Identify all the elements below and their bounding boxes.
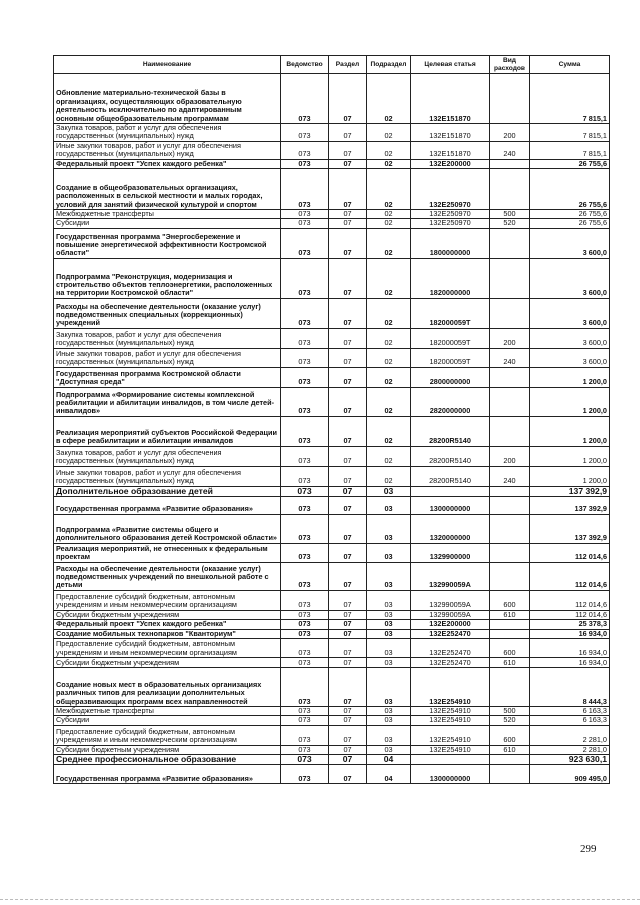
- row-podrazdel: 03: [367, 590, 411, 610]
- row-podrazdel: 03: [367, 562, 411, 590]
- row-razdel: 07: [329, 258, 367, 298]
- row-target-article: 28200R5140: [411, 416, 490, 446]
- row-vedomstvo: 073: [281, 562, 329, 590]
- row-target-article: 2820000000: [411, 387, 490, 416]
- row-podrazdel: 02: [367, 219, 411, 228]
- table-row: [54, 348, 610, 367]
- row-expense-type: 200: [490, 328, 530, 348]
- row-podrazdel: 02: [367, 74, 411, 124]
- row-razdel: 07: [329, 514, 367, 543]
- table-row: [54, 486, 610, 496]
- row-expense-type: 200: [490, 446, 530, 466]
- row-expense-type: 240: [490, 348, 530, 367]
- row-razdel: 07: [329, 716, 367, 725]
- row-name: Государственная программа Костромской области "Доступная среда": [54, 367, 281, 387]
- row-razdel: 07: [329, 228, 367, 258]
- row-name: Расходы на обеспечение деятельности (оказание услуг) подведомственных учреждений по внешкольной работе с детьми: [54, 562, 281, 590]
- row-name: Государственная программа «Развитие образования»: [54, 496, 281, 514]
- row-expense-type: [490, 486, 530, 496]
- row-vedomstvo: 073: [281, 258, 329, 298]
- budget-table-page: [53, 55, 609, 784]
- row-expense-type: 610: [490, 745, 530, 754]
- row-expense-type: [490, 765, 530, 784]
- table-row: [54, 74, 610, 124]
- row-sum: 3 600,0: [530, 298, 610, 328]
- row-expense-type: 520: [490, 716, 530, 725]
- row-vedomstvo: 073: [281, 725, 329, 745]
- row-name: Закупка товаров, работ и услуг для обеспечения государственных (муниципальных) нужд: [54, 328, 281, 348]
- row-razdel: 07: [329, 707, 367, 716]
- row-expense-type: [490, 755, 530, 765]
- row-sum: 909 495,0: [530, 765, 610, 784]
- row-name: Дополнительное образование детей: [54, 486, 281, 496]
- row-podrazdel: 04: [367, 755, 411, 765]
- scan-edge-line: [0, 899, 640, 900]
- row-target-article: 182000059Т: [411, 298, 490, 328]
- row-podrazdel: 02: [367, 416, 411, 446]
- table-row: [54, 725, 610, 745]
- row-podrazdel: 03: [367, 668, 411, 707]
- row-sum: 137 392,9: [530, 496, 610, 514]
- row-expense-type: [490, 169, 530, 210]
- row-expense-type: 600: [490, 590, 530, 610]
- header-name: Наименование: [54, 56, 281, 74]
- table-row: [54, 416, 610, 446]
- row-sum: 7 815,1: [530, 124, 610, 142]
- row-razdel: 07: [329, 74, 367, 124]
- row-expense-type: 610: [490, 610, 530, 619]
- row-target-article: [411, 755, 490, 765]
- row-vedomstvo: 073: [281, 629, 329, 638]
- table-row: [54, 141, 610, 159]
- table-row: [54, 765, 610, 784]
- row-target-article: 132Е200000: [411, 620, 490, 629]
- row-sum: 26 755,6: [530, 210, 610, 219]
- row-target-article: 2800000000: [411, 367, 490, 387]
- row-razdel: 07: [329, 639, 367, 658]
- row-sum: 3 600,0: [530, 228, 610, 258]
- row-vedomstvo: 073: [281, 745, 329, 754]
- row-sum: 2 281,0: [530, 725, 610, 745]
- table-row: [54, 446, 610, 466]
- row-vedomstvo: 073: [281, 486, 329, 496]
- row-sum: 137 392,9: [530, 486, 610, 496]
- row-vedomstvo: 073: [281, 658, 329, 668]
- row-sum: 6 163,3: [530, 707, 610, 716]
- row-target-article: [411, 486, 490, 496]
- row-target-article: 132Е151870: [411, 141, 490, 159]
- row-vedomstvo: 073: [281, 668, 329, 707]
- row-vedomstvo: 073: [281, 514, 329, 543]
- row-expense-type: 600: [490, 725, 530, 745]
- row-expense-type: [490, 387, 530, 416]
- row-podrazdel: 02: [367, 348, 411, 367]
- row-expense-type: 240: [490, 466, 530, 486]
- row-sum: 112 014,6: [530, 590, 610, 610]
- row-podrazdel: 02: [367, 141, 411, 159]
- row-vedomstvo: 073: [281, 74, 329, 124]
- row-sum: 1 200,0: [530, 466, 610, 486]
- row-razdel: 07: [329, 590, 367, 610]
- row-target-article: 132Е254910: [411, 745, 490, 754]
- table-row: [54, 466, 610, 486]
- row-expense-type: [490, 416, 530, 446]
- row-expense-type: 500: [490, 707, 530, 716]
- row-vedomstvo: 073: [281, 367, 329, 387]
- row-expense-type: [490, 228, 530, 258]
- table-row: [54, 629, 610, 638]
- row-name: Субсидии: [54, 716, 281, 725]
- row-expense-type: 600: [490, 639, 530, 658]
- row-name: Федеральный проект "Успех каждого ребенка": [54, 620, 281, 629]
- row-name: Предоставление субсидий бюджетным, автономным учреждениям и иным некоммерческим организациям: [54, 725, 281, 745]
- row-name: Обновление материально-технической базы в организациях, осуществляющих образовательную деятельность исключительно по адаптированным основным общеобразовательным программам: [54, 74, 281, 124]
- row-expense-type: 520: [490, 219, 530, 228]
- row-razdel: 07: [329, 486, 367, 496]
- row-vedomstvo: 073: [281, 610, 329, 619]
- row-target-article: 132Е254910: [411, 707, 490, 716]
- row-sum: 26 755,6: [530, 219, 610, 228]
- header-target-article: Целевая статья: [411, 56, 490, 74]
- row-name: Расходы на обеспечение деятельности (оказание услуг) подведомственных специальных (коррекционных) учреждений: [54, 298, 281, 328]
- row-expense-type: [490, 496, 530, 514]
- row-razdel: 07: [329, 496, 367, 514]
- row-vedomstvo: 073: [281, 765, 329, 784]
- row-vedomstvo: 073: [281, 169, 329, 210]
- row-name: Субсидии бюджетным учреждениям: [54, 745, 281, 754]
- row-razdel: 07: [329, 543, 367, 562]
- table-row: [54, 169, 610, 210]
- row-sum: 1 200,0: [530, 446, 610, 466]
- row-podrazdel: 03: [367, 725, 411, 745]
- row-target-article: 132Е252470: [411, 629, 490, 638]
- row-podrazdel: 03: [367, 496, 411, 514]
- row-name: Субсидии бюджетным учреждениям: [54, 610, 281, 619]
- table-row: [54, 514, 610, 543]
- row-target-article: 132Е254910: [411, 668, 490, 707]
- row-vedomstvo: 073: [281, 543, 329, 562]
- row-podrazdel: 03: [367, 629, 411, 638]
- row-target-article: 1300000000: [411, 496, 490, 514]
- row-vedomstvo: 073: [281, 298, 329, 328]
- row-podrazdel: 02: [367, 124, 411, 142]
- row-expense-type: [490, 543, 530, 562]
- row-expense-type: [490, 159, 530, 168]
- row-razdel: 07: [329, 725, 367, 745]
- row-vedomstvo: 073: [281, 716, 329, 725]
- row-razdel: 07: [329, 629, 367, 638]
- row-expense-type: [490, 562, 530, 590]
- row-target-article: 132990059А: [411, 610, 490, 619]
- table-row: [54, 590, 610, 610]
- row-sum: 6 163,3: [530, 716, 610, 725]
- row-razdel: 07: [329, 658, 367, 668]
- row-vedomstvo: 073: [281, 620, 329, 629]
- row-vedomstvo: 073: [281, 707, 329, 716]
- table-row: [54, 707, 610, 716]
- row-razdel: 07: [329, 298, 367, 328]
- row-target-article: 132Е200000: [411, 159, 490, 168]
- row-vedomstvo: 073: [281, 328, 329, 348]
- row-razdel: 07: [329, 765, 367, 784]
- row-sum: 16 934,0: [530, 629, 610, 638]
- row-razdel: 07: [329, 610, 367, 619]
- row-name: Создание мобильных технопарков "Кванториум": [54, 629, 281, 638]
- row-sum: 3 600,0: [530, 328, 610, 348]
- table-row: [54, 658, 610, 668]
- row-sum: 16 934,0: [530, 658, 610, 668]
- table-row: [54, 159, 610, 168]
- row-podrazdel: 02: [367, 328, 411, 348]
- row-podrazdel: 02: [367, 210, 411, 219]
- row-name: Межбюджетные трансферты: [54, 210, 281, 219]
- row-target-article: 132990059А: [411, 562, 490, 590]
- row-vedomstvo: 073: [281, 387, 329, 416]
- row-expense-type: [490, 367, 530, 387]
- row-vedomstvo: 073: [281, 210, 329, 219]
- row-podrazdel: 02: [367, 367, 411, 387]
- row-sum: 923 630,1: [530, 755, 610, 765]
- row-vedomstvo: 073: [281, 496, 329, 514]
- row-name: Иные закупки товаров, работ и услуг для обеспечения государственных (муниципальных) нужд: [54, 141, 281, 159]
- row-razdel: 07: [329, 755, 367, 765]
- row-name: Иные закупки товаров, работ и услуг для обеспечения государственных (муниципальных) нужд: [54, 348, 281, 367]
- row-razdel: 07: [329, 210, 367, 219]
- row-name: Государственная программа «Развитие образования»: [54, 765, 281, 784]
- row-name: Межбюджетные трансферты: [54, 707, 281, 716]
- row-name: Создание в общеобразовательных организациях, расположенных в сельской местности и малых городах, условий для занятий физической культурой и спортом: [54, 169, 281, 210]
- header-vedomstvo: Ведомство: [281, 56, 329, 74]
- row-name: Федеральный проект "Успех каждого ребенка": [54, 159, 281, 168]
- table-row: [54, 258, 610, 298]
- row-sum: 26 755,6: [530, 169, 610, 210]
- row-razdel: 07: [329, 466, 367, 486]
- row-target-article: 132Е250970: [411, 169, 490, 210]
- row-expense-type: [490, 668, 530, 707]
- row-vedomstvo: 073: [281, 639, 329, 658]
- header-podrazdel: Подраздел: [367, 56, 411, 74]
- row-sum: 1 200,0: [530, 387, 610, 416]
- row-podrazdel: 02: [367, 298, 411, 328]
- row-target-article: 132990059А: [411, 590, 490, 610]
- row-podrazdel: 03: [367, 639, 411, 658]
- table-row: [54, 543, 610, 562]
- row-sum: 16 934,0: [530, 639, 610, 658]
- row-target-article: 182000059Т: [411, 328, 490, 348]
- row-target-article: 28200R5140: [411, 466, 490, 486]
- row-target-article: 1320000000: [411, 514, 490, 543]
- row-name: Создание новых мест в образовательных организациях различных типов для реализации дополнительных общеразвивающих программ всех направленностей: [54, 668, 281, 707]
- row-vedomstvo: 073: [281, 159, 329, 168]
- table-row: [54, 328, 610, 348]
- row-podrazdel: 03: [367, 707, 411, 716]
- row-name: Реализация мероприятий, не отнесенных к федеральным проектам: [54, 543, 281, 562]
- row-razdel: 07: [329, 562, 367, 590]
- table-header-row: [54, 56, 610, 74]
- row-expense-type: 240: [490, 141, 530, 159]
- row-sum: 25 378,3: [530, 620, 610, 629]
- row-sum: 137 392,9: [530, 514, 610, 543]
- row-podrazdel: 03: [367, 658, 411, 668]
- table-row: [54, 496, 610, 514]
- row-expense-type: [490, 514, 530, 543]
- row-podrazdel: 03: [367, 620, 411, 629]
- row-expense-type: [490, 629, 530, 638]
- row-sum: 112 014,6: [530, 543, 610, 562]
- row-razdel: 07: [329, 219, 367, 228]
- row-target-article: 28200R5140: [411, 446, 490, 466]
- row-target-article: 132Е151870: [411, 74, 490, 124]
- row-podrazdel: 02: [367, 159, 411, 168]
- row-name: Закупка товаров, работ и услуг для обеспечения государственных (муниципальных) нужд: [54, 124, 281, 142]
- row-podrazdel: 03: [367, 543, 411, 562]
- row-razdel: 07: [329, 124, 367, 142]
- row-sum: 7 815,1: [530, 74, 610, 124]
- table-row: [54, 755, 610, 765]
- row-sum: 8 444,3: [530, 668, 610, 707]
- table-row: [54, 210, 610, 219]
- row-name: Подпрограмма "Реконструкция, модернизация и строительство объектов теплоэнергетики, расположенных на территории Костромской области": [54, 258, 281, 298]
- row-target-article: 182000059Т: [411, 348, 490, 367]
- table-row: [54, 716, 610, 725]
- row-target-article: 1300000000: [411, 765, 490, 784]
- row-expense-type: [490, 258, 530, 298]
- table-row: [54, 562, 610, 590]
- row-name: Предоставление субсидий бюджетным, автономным учреждениям и иным некоммерческим организациям: [54, 590, 281, 610]
- header-razdel: Раздел: [329, 56, 367, 74]
- row-vedomstvo: 073: [281, 446, 329, 466]
- header-expense-type: Вид расходов: [490, 56, 530, 74]
- row-razdel: 07: [329, 367, 367, 387]
- row-vedomstvo: 073: [281, 755, 329, 765]
- row-podrazdel: 03: [367, 745, 411, 754]
- table-row: [54, 620, 610, 629]
- row-razdel: 07: [329, 668, 367, 707]
- table-row: [54, 124, 610, 142]
- row-podrazdel: 02: [367, 387, 411, 416]
- row-sum: 3 600,0: [530, 348, 610, 367]
- row-razdel: 07: [329, 141, 367, 159]
- row-podrazdel: 03: [367, 486, 411, 496]
- row-vedomstvo: 073: [281, 228, 329, 258]
- row-razdel: 07: [329, 169, 367, 210]
- row-vedomstvo: 073: [281, 416, 329, 446]
- row-expense-type: 200: [490, 124, 530, 142]
- row-sum: 2 281,0: [530, 745, 610, 754]
- row-target-article: 132Е250970: [411, 219, 490, 228]
- row-razdel: 07: [329, 328, 367, 348]
- row-expense-type: [490, 298, 530, 328]
- row-name: Иные закупки товаров, работ и услуг для обеспечения государственных (муниципальных) нужд: [54, 466, 281, 486]
- row-vedomstvo: 073: [281, 219, 329, 228]
- row-target-article: 132Е151870: [411, 124, 490, 142]
- row-name: Реализация мероприятий субъектов Российской Федерации в сфере реабилитации и абилитации инвалидов: [54, 416, 281, 446]
- row-sum: 7 815,1: [530, 141, 610, 159]
- row-vedomstvo: 073: [281, 466, 329, 486]
- row-name: Подпрограмма «Развитие системы общего и дополнительного образования детей Костромской области»: [54, 514, 281, 543]
- table-row: [54, 639, 610, 658]
- row-podrazdel: 03: [367, 716, 411, 725]
- row-expense-type: 500: [490, 210, 530, 219]
- row-target-article: 132Е254910: [411, 716, 490, 725]
- row-podrazdel: 02: [367, 228, 411, 258]
- budget-table: [53, 55, 610, 784]
- row-expense-type: [490, 74, 530, 124]
- header-sum: Сумма: [530, 56, 610, 74]
- row-razdel: 07: [329, 745, 367, 754]
- row-name: Среднее профессиональное образование: [54, 755, 281, 765]
- row-expense-type: [490, 620, 530, 629]
- row-sum: 1 200,0: [530, 367, 610, 387]
- row-name: Закупка товаров, работ и услуг для обеспечения государственных (муниципальных) нужд: [54, 446, 281, 466]
- row-podrazdel: 02: [367, 169, 411, 210]
- row-razdel: 07: [329, 416, 367, 446]
- row-podrazdel: 02: [367, 446, 411, 466]
- row-vedomstvo: 073: [281, 141, 329, 159]
- row-target-article: 132Е254910: [411, 725, 490, 745]
- row-podrazdel: 02: [367, 466, 411, 486]
- row-razdel: 07: [329, 446, 367, 466]
- row-sum: 112 014,6: [530, 610, 610, 619]
- row-sum: 1 200,0: [530, 416, 610, 446]
- row-razdel: 07: [329, 348, 367, 367]
- row-vedomstvo: 073: [281, 124, 329, 142]
- row-sum: 112 014,6: [530, 562, 610, 590]
- row-target-article: 1820000000: [411, 258, 490, 298]
- table-row: [54, 298, 610, 328]
- table-row: [54, 668, 610, 707]
- row-name: Государственная программа "Энергосбережение и повышение энергетической эффективности Костромской области": [54, 228, 281, 258]
- table-row: [54, 367, 610, 387]
- row-sum: 3 600,0: [530, 258, 610, 298]
- row-podrazdel: 03: [367, 514, 411, 543]
- row-podrazdel: 03: [367, 610, 411, 619]
- row-podrazdel: 04: [367, 765, 411, 784]
- row-name: Предоставление субсидий бюджетным, автономным учреждениям и иным некоммерческим организациям: [54, 639, 281, 658]
- page-number: 299: [580, 843, 597, 855]
- row-podrazdel: 02: [367, 258, 411, 298]
- row-target-article: 132Е252470: [411, 658, 490, 668]
- row-name: Подпрограмма «Формирование системы комплексной реабилитации и абилитации инвалидов, в том числе детей-инвалидов»: [54, 387, 281, 416]
- row-target-article: 132Е250970: [411, 210, 490, 219]
- row-name: Субсидии: [54, 219, 281, 228]
- row-name: Субсидии бюджетным учреждениям: [54, 658, 281, 668]
- row-razdel: 07: [329, 159, 367, 168]
- row-vedomstvo: 073: [281, 348, 329, 367]
- table-row: [54, 228, 610, 258]
- row-sum: 26 755,6: [530, 159, 610, 168]
- table-row: [54, 387, 610, 416]
- row-razdel: 07: [329, 620, 367, 629]
- row-expense-type: 610: [490, 658, 530, 668]
- row-target-article: 132Е252470: [411, 639, 490, 658]
- row-razdel: 07: [329, 387, 367, 416]
- row-vedomstvo: 073: [281, 590, 329, 610]
- table-row: [54, 219, 610, 228]
- row-target-article: 1329900000: [411, 543, 490, 562]
- row-target-article: 1800000000: [411, 228, 490, 258]
